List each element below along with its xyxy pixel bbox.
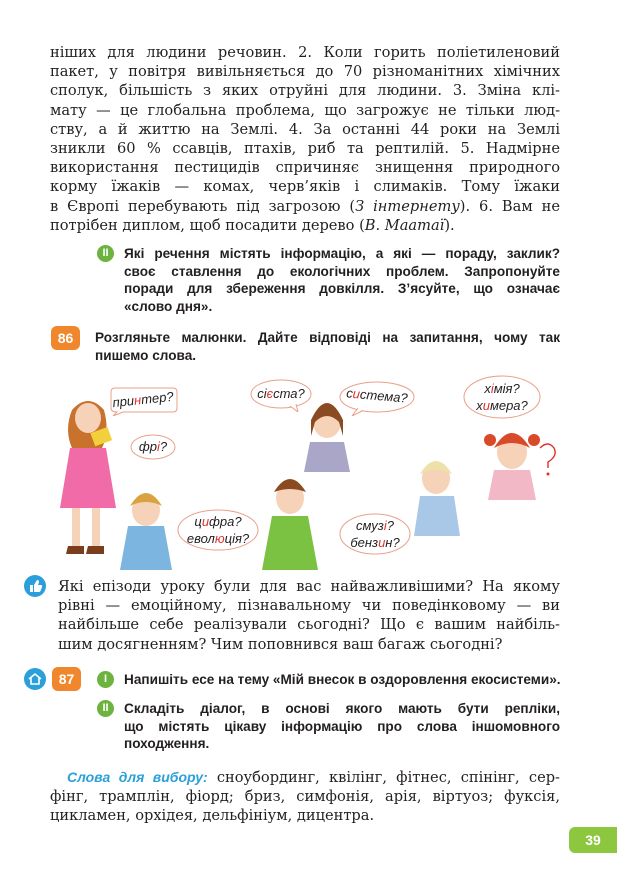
intro-line: корму їжаків — комах, черв’яків і слимаків. Тому їжаки	[50, 178, 560, 196]
bubble-text: фра?	[209, 514, 242, 529]
reflection-line: Які епізоди уроку були для вас найважливішими? На якому	[58, 578, 560, 595]
speech-bubble-smuzi-benzyn	[338, 512, 412, 556]
task-line: Напишіть есе на тему «Мій внесок в оздоровлення екосистеми».	[124, 672, 561, 687]
bubble-text: ?	[159, 439, 168, 454]
bubble-text: х	[484, 381, 491, 396]
task-level-badge: II	[97, 245, 114, 262]
bubble-text: тер?	[140, 388, 175, 408]
word-choice-paragraph-cont	[50, 787, 560, 825]
bubble-text: ція?	[224, 531, 250, 546]
speech-bubble-systema	[338, 380, 416, 416]
speech-bubble-tsyfra-evolutsia	[176, 508, 260, 552]
bubble-highlight-letter: і	[383, 518, 387, 533]
reflection-line: рівні — емоційному, пізнавальному чи поведінковому — ви	[58, 597, 560, 615]
intro-text: ).	[444, 216, 455, 234]
word-choice-line: цикламен, орхідея, дельфініум, дицентра.	[50, 807, 375, 825]
task-ii-text	[124, 245, 560, 315]
intro-line: ству, а й життю на Землі. 4. За останні 44 роки на Землі	[50, 120, 560, 138]
intro-line	[50, 216, 560, 235]
intro-line: ніших для людини речовин. 2. Коли горить поліетиленовий	[50, 44, 560, 61]
intro-line: мату — це глобальна проблема, що загрожує не тільки люд-	[50, 101, 560, 119]
task-level-badge: II	[97, 700, 114, 717]
word-choice-line	[67, 768, 560, 787]
boy-curly-illustration	[414, 461, 460, 536]
word-choice-paragraph	[67, 768, 560, 787]
bubble-text: при	[111, 392, 135, 411]
boy-green-shirt-illustration	[262, 479, 318, 570]
bubble-text: н?	[385, 535, 400, 550]
author-citation: В. Маатаї	[364, 216, 445, 234]
exercise-number-86: 86	[51, 326, 80, 350]
speech-bubble-khimia-khimera	[462, 374, 542, 420]
word-choice-line: фінг, трамплін, фіорд; бриз, симфонія, арія, віртуоз; фуксія,	[50, 788, 560, 805]
intro-line: пакет, у повітря вивільняється до 70 різноманітних хімічних	[50, 63, 560, 81]
intro-line: сполук, більшість з яких отруйні для людини. 3. Зміна клі-	[50, 82, 560, 100]
bubble-highlight-letter: и	[378, 535, 386, 550]
task-level-badge: I	[97, 671, 114, 688]
word-choice-label: Слова для вибору:	[67, 769, 208, 785]
speech-bubble-fri	[130, 433, 176, 461]
bubble-highlight-letter: і	[490, 381, 494, 396]
bubble-text: сі	[257, 386, 267, 401]
intro-line: використання пестицидів спричиняє знищення природного	[50, 159, 560, 177]
bubble-text: мія?	[493, 381, 520, 396]
reflection-line: шим досягненням? Чим поповнився ваш багаж сьогодні?	[58, 635, 503, 653]
thumbs-up-icon	[24, 575, 46, 597]
word-choice-text: сноубординг, квілінг, фітнес, спінінг, сер-	[207, 769, 560, 786]
girl-red-hair-illustration	[484, 433, 540, 500]
exercise-87-task-i	[124, 671, 564, 689]
bubble-highlight-letter: н	[133, 392, 142, 408]
intro-line	[50, 197, 560, 216]
bubble-highlight-letter: и	[482, 398, 490, 413]
bubble-text: с	[345, 385, 354, 401]
bubble-text: смуз	[356, 518, 384, 533]
bubble-text: евол	[186, 531, 215, 546]
bubble-text: ц	[194, 514, 202, 529]
page-number: 39	[569, 827, 617, 853]
task-line: Які речення містять інформацію, а які — пораду, заклик?	[124, 246, 560, 261]
speech-bubble-siesta	[250, 378, 312, 412]
bubble-highlight-letter: є	[266, 386, 274, 401]
bubble-text: стема?	[359, 386, 409, 406]
task-line: що містять цікаву інформацію про слова іншомовного	[124, 718, 560, 734]
bubble-text: бенз	[350, 535, 379, 550]
task-line: походження.	[124, 736, 210, 751]
task-line: поради для збереження довкілля. З’ясуйте, що означає	[124, 281, 560, 296]
task-line: Розгляньте малюнки. Дайте відповіді на запитання, чому так	[95, 330, 560, 345]
reflection-paragraph	[58, 577, 560, 654]
intro-text: в Європі перебувають під загрозою (	[50, 197, 356, 215]
intro-paragraph	[50, 43, 560, 235]
task-line: своє ставлення до екологічних проблем. Запропонуйте	[124, 263, 560, 279]
intro-line: зникли 60 % ссавців, птахів, риб та рептилій. 5. Надмірне	[50, 140, 560, 158]
bubble-highlight-letter: и	[352, 385, 361, 402]
task-line: Складіть діалог, в основі якого мають бути репліки,	[124, 701, 560, 716]
task-line: пишемо слова.	[95, 347, 197, 363]
question-mark-icon	[540, 444, 555, 468]
task-line: «слово дня».	[124, 298, 213, 314]
intro-text: потрібен диплом, щоб посадити дерево (	[50, 216, 365, 234]
home-task-icon	[24, 668, 46, 690]
speech-bubble-printer	[107, 386, 179, 416]
bubble-text: фр	[138, 439, 157, 454]
girl-reading-illustration	[60, 401, 116, 554]
bubble-highlight-letter: і	[156, 439, 160, 454]
bubble-text: ?	[386, 518, 394, 533]
bubble-text: х	[476, 398, 483, 413]
intro-text: ). 6. Вам не	[459, 197, 560, 215]
bubble-text: ста?	[273, 386, 305, 401]
bubble-highlight-letter: и	[201, 514, 210, 529]
bubble-text: мера?	[489, 398, 528, 413]
exercise-87-task-ii	[124, 700, 560, 753]
reflection-line: найбільше себе реалізували сьогодні? Що є вашим найбіль-	[58, 616, 560, 634]
bubble-highlight-letter: ю	[214, 531, 225, 546]
boy-blonde-illustration	[120, 493, 172, 570]
source-citation: З інтернету	[355, 197, 460, 215]
exercise-number-87: 87	[52, 667, 81, 691]
exercise-86-text	[95, 329, 560, 364]
